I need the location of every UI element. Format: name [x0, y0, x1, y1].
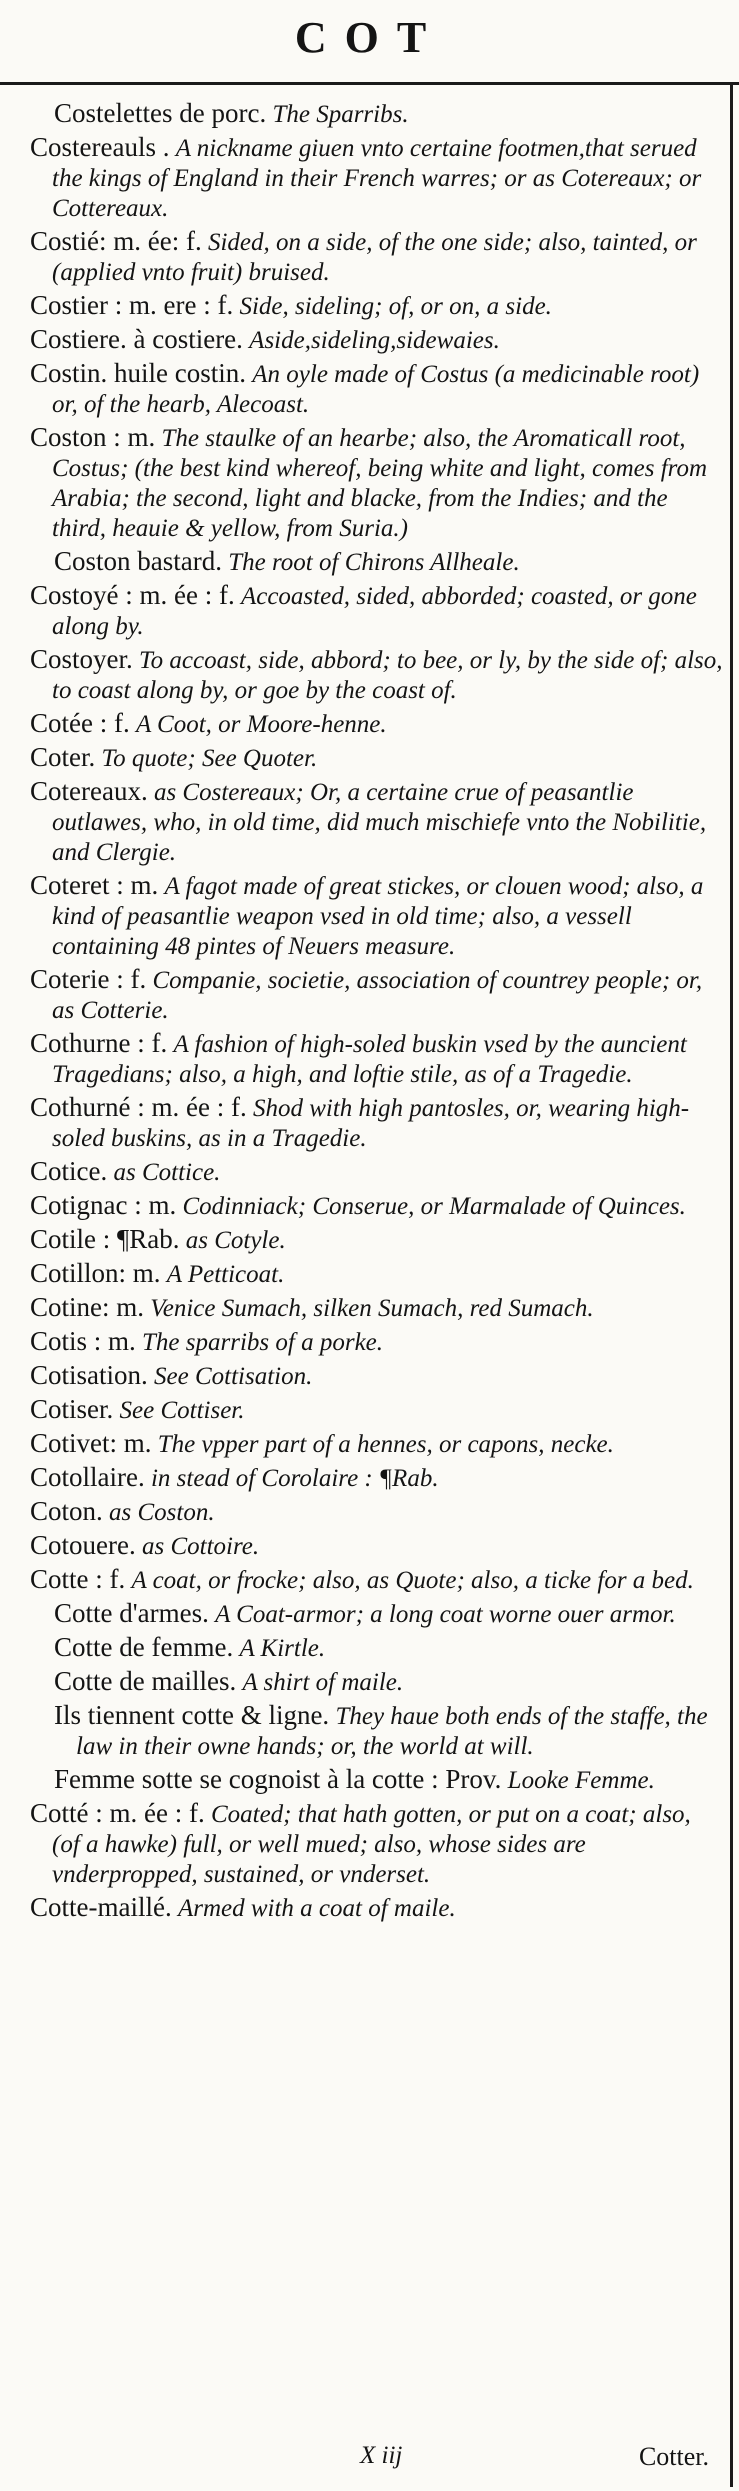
entry-headword: Cothurne : f. — [30, 1028, 168, 1058]
dictionary-entry — [30, 1258, 724, 1290]
dictionary-entry — [30, 1764, 724, 1796]
dictionary-entry — [30, 1292, 724, 1324]
dictionary-entry — [30, 870, 724, 962]
entry-headword: Cotignac : m. — [30, 1190, 177, 1220]
dictionary-entry — [30, 708, 724, 740]
entry-headword: Cothurné : m. ée : f. — [30, 1092, 247, 1122]
entry-headword: Cotis : m. — [30, 1326, 136, 1356]
dictionary-entry — [30, 1798, 724, 1890]
entry-headword: Cotiser. — [30, 1394, 114, 1424]
entry-definition: Side, sideling; of, or on, a side. — [239, 293, 552, 320]
entry-definition: Sided, on a side, of the one side; also, tainted, or (applied vnto fruit) bruised. — [52, 229, 697, 286]
entry-definition: in stead of Corolaire : ¶Rab. — [150, 1465, 439, 1492]
entry-definition: Looke Femme. — [507, 1767, 655, 1794]
entry-definition: The sparribs of a porke. — [142, 1329, 384, 1356]
entry-definition: See Cottiser. — [119, 1397, 245, 1424]
dictionary-entry — [30, 1326, 724, 1358]
entry-headword: Cotivet: m. — [30, 1428, 152, 1458]
dictionary-entry — [30, 1156, 724, 1188]
dictionary-entry — [30, 1700, 724, 1762]
entry-definition: as Cottoire. — [141, 1533, 260, 1560]
entry-definition: as Cottice. — [113, 1159, 221, 1186]
dictionary-entry — [30, 1462, 724, 1494]
entry-definition: Coated; that hath gotten, or put on a coat; also, (of a hawke) full, or well mued; also, whose sides are vnderpropped, sustained, or vnderset. — [52, 1801, 691, 1888]
dictionary-entry — [30, 644, 724, 706]
entry-definition: The staulke of an hearbe; also, the Aromaticall root, Costus; (the best kind whereof, being white and light, comes from Arabia; the second, light and blacke, from the Indies; and the third, heauie & yellow, from Suria.) — [52, 425, 708, 542]
page-title: COT — [294, 13, 445, 62]
entry-headword: Costié: m. ée: f. — [30, 226, 202, 256]
entry-headword: Cotte : f. — [30, 1564, 126, 1594]
entry-headword: Cotillon: m. — [30, 1258, 161, 1288]
entry-headword: Cotereaux. — [30, 776, 148, 806]
dictionary-entry — [30, 1028, 724, 1090]
entry-definition: Shod with high pantosles, or, wearing high-soled buskins, as in a Tragedie. — [52, 1095, 690, 1152]
dictionary-entry — [30, 1632, 724, 1664]
dictionary-entry — [30, 1892, 724, 1924]
entry-headword: Femme sotte se cognoist à la cotte : Prov. — [54, 1764, 502, 1794]
dictionary-entry — [30, 776, 724, 868]
entry-headword: Costoyer. — [30, 644, 133, 674]
dictionary-entry — [30, 1224, 724, 1256]
dictionary-entry — [30, 358, 724, 420]
entry-definition: A shirt of maile. — [242, 1669, 404, 1696]
dictionary-entry — [30, 132, 724, 224]
entry-definition: The Sparribs. — [272, 101, 409, 128]
dictionary-entry — [30, 580, 724, 642]
entry-definition: as Costereaux; Or, a certaine crue of peasantlie outlawes, who, in old time, did much mischiefe vnto the Nobilitie, and Clergie. — [52, 779, 707, 866]
dictionary-entry — [30, 1190, 724, 1222]
entry-definition: Accoasted, sided, abborded; coasted, or gone along by. — [52, 583, 697, 640]
entry-definition: Codinniack; Conserue, or Marmalade of Quinces. — [182, 1193, 686, 1220]
dictionary-entry — [30, 290, 724, 322]
entry-definition: The vpper part of a hennes, or capons, necke. — [157, 1431, 614, 1458]
entry-definition: A Kirtle. — [239, 1635, 326, 1662]
entry-definition: A coat, or frocke; also, as Quote; also, a ticke for a bed. — [131, 1567, 694, 1594]
dictionary-entry — [30, 98, 724, 130]
entry-headword: Costelettes de porc. — [54, 98, 267, 128]
dictionary-entry — [30, 1092, 724, 1154]
dictionary-entry — [30, 1598, 724, 1630]
entry-definition: Venice Sumach, silken Sumach, red Sumach. — [150, 1295, 594, 1322]
entry-definition: A fagot made of great stickes, or clouen wood; also, a kind of peasantlie weapon vsed in old time; also, a vessell containing 48 pintes of Neuers measure. — [52, 873, 704, 960]
entry-headword: Cotouere. — [30, 1530, 136, 1560]
page-footer — [0, 2442, 739, 2482]
column-rule — [730, 82, 733, 2487]
entry-headword: Coteret : m. — [30, 870, 159, 900]
entry-headword: Cotte-maillé. — [30, 1892, 172, 1922]
dictionary-entry — [30, 1428, 724, 1460]
dictionary-entry — [30, 324, 724, 356]
entry-definition: A Coot, or Moore-henne. — [135, 711, 387, 738]
entry-headword: Cotollaire. — [30, 1462, 145, 1492]
catchword: Cotter. — [638, 2442, 709, 2471]
entry-definition: They haue both ends of the staffe, the law in their owne hands; or, the world at will. — [76, 1703, 708, 1760]
entry-headword: Coterie : f. — [30, 964, 147, 994]
entry-definition: as Cotyle. — [185, 1227, 286, 1254]
entry-definition: An oyle made of Costus (a medicinable root) or, of the hearb, Alecoast. — [52, 361, 700, 418]
entry-headword: Coston : m. — [30, 422, 156, 452]
entry-definition: A nickname giuen vnto certaine footmen,that serued the kings of England in their French warres; or as Cotereaux; or Cottereaux. — [52, 135, 702, 222]
entry-definition: The root of Chirons Allheale. — [228, 549, 520, 576]
dictionary-entry — [30, 964, 724, 1026]
entry-headword: Cotte de femme. — [54, 1632, 234, 1662]
dictionary-entry — [30, 1564, 724, 1596]
dictionary-entry — [30, 1394, 724, 1426]
entry-headword: Cotice. — [30, 1156, 108, 1186]
dictionary-entry — [30, 1666, 724, 1698]
dictionary-entry — [30, 1496, 724, 1528]
entry-headword: Cotine: m. — [30, 1292, 144, 1322]
entry-definition: Armed with a coat of maile. — [177, 1895, 456, 1922]
entry-headword: Costier : m. ere : f. — [30, 290, 234, 320]
entry-headword: Ils tiennent cotte & ligne. — [54, 1700, 330, 1730]
dictionary-entry — [30, 546, 724, 578]
entry-headword: Costereauls . — [30, 132, 170, 162]
entry-headword: Cotte d'armes. — [54, 1598, 209, 1628]
entry-definition: See Cottisation. — [154, 1363, 313, 1390]
entry-headword: Costiere. à costiere. — [30, 324, 243, 354]
entry-definition: as Coston. — [109, 1499, 215, 1526]
entry-headword: Cotte de mailles. — [54, 1666, 237, 1696]
entry-headword: Cotile : ¶Rab. — [30, 1224, 180, 1254]
entry-headword: Cotté : m. ée : f. — [30, 1798, 205, 1828]
header-rule — [0, 82, 739, 85]
dictionary-entry — [30, 422, 724, 544]
entry-definition: Companie, societie, association of countrey people; or, as Cotterie. — [52, 967, 703, 1024]
dictionary-entry — [30, 742, 724, 774]
dictionary-entry — [30, 226, 724, 288]
entry-definition: To accoast, side, abbord; to bee, or ly, by the side of; also, to coast along by, or goe by the coast of. — [52, 647, 723, 704]
entry-definition: A Petticoat. — [166, 1261, 285, 1288]
entry-headword: Cotée : f. — [30, 708, 130, 738]
entry-headword: Cotisation. — [30, 1360, 148, 1390]
entry-definition: A fashion of high-soled buskin vsed by the auncient Tragedians; also, a high, and loftie stile, as of a Tragedie. — [52, 1031, 687, 1088]
entry-headword: Coton. — [30, 1496, 103, 1526]
entry-definition: To quote; See Quoter. — [101, 745, 318, 772]
entry-headword: Costin. huile costin. — [30, 358, 246, 388]
entry-headword: Coston bastard. — [54, 546, 222, 576]
entry-headword: Costoyé : m. ée : f. — [30, 580, 235, 610]
dictionary-entry — [30, 1530, 724, 1562]
dictionary-entry — [30, 1360, 724, 1392]
entry-definition: Aside,sideling,sidewaies. — [249, 327, 500, 354]
entry-list — [30, 98, 724, 1926]
entry-definition: A Coat-armor; a long coat worne ouer armor. — [215, 1601, 676, 1628]
entry-headword: Coter. — [30, 742, 96, 772]
signature-mark: X iij — [360, 2442, 403, 2469]
